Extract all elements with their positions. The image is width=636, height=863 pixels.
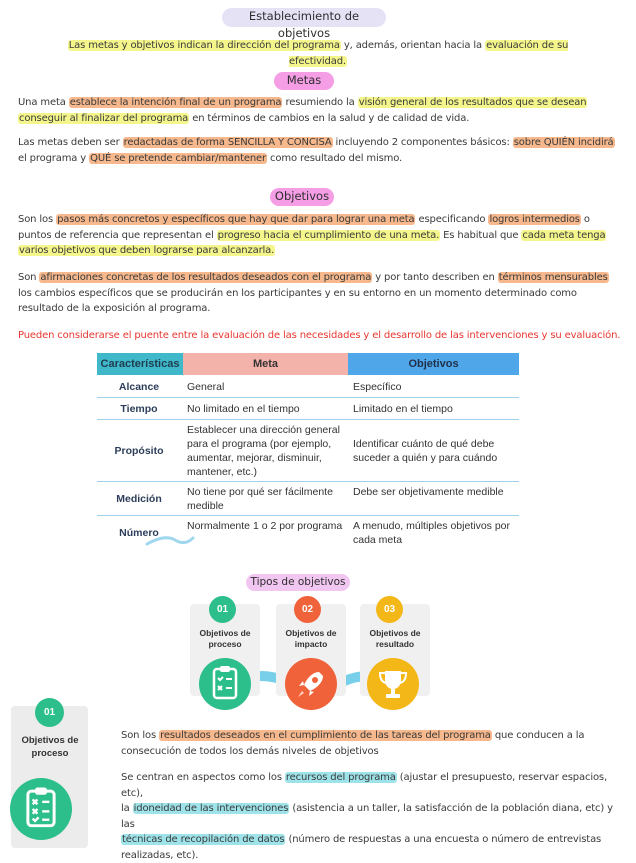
intro-highlight-1: Las metas y objetivos indican la dirección del programa xyxy=(68,40,340,51)
text: en términos de cambios en la salud y de calidad de vida. xyxy=(189,112,470,124)
text: Las metas deben ser xyxy=(18,137,123,148)
highlight: idoneidad de las intervenciones xyxy=(133,803,289,814)
text: Una meta xyxy=(18,97,69,108)
objetivos-red-note xyxy=(18,328,628,344)
table-cell-objetivo: A menudo, múltiples objetivos por cada meta xyxy=(353,520,511,546)
table-divider xyxy=(97,419,519,420)
rocket-icon xyxy=(285,658,337,710)
highlight: cada meta tenga xyxy=(522,229,606,241)
tipos-heading-pill xyxy=(246,574,350,591)
proceso-paragraph-1 xyxy=(121,728,621,759)
text: Son los xyxy=(18,214,57,225)
text: los cambios específicos que se producirán en los participantes y en su entorno en un momento determinado como xyxy=(18,287,577,299)
clipboard-checklist-icon xyxy=(199,658,251,710)
highlight: establece la intención final de un programa xyxy=(69,97,282,108)
text: realizadas, etc). xyxy=(121,849,199,861)
text: como resultado del mismo. xyxy=(267,152,403,164)
table-cell-meta: General xyxy=(187,381,225,393)
table-row-label: Tiempo xyxy=(120,403,158,415)
tipo-title-resultado: Objetivos de resultado xyxy=(369,628,421,649)
table-cell-meta: No limitado en el tiempo xyxy=(187,403,300,415)
intro-text: y, además, orientan hacia la xyxy=(340,40,486,51)
table-row-label: Alcance xyxy=(118,381,160,393)
highlight: visión general de los resultados que se desean xyxy=(358,97,587,108)
highlight: sobre QUIÉN incidirá xyxy=(513,137,614,148)
table-cell-meta: No tiene por qué ser fácilmente medible xyxy=(187,486,333,512)
highlight: técnicas de recopilación de datos xyxy=(122,834,285,845)
highlight: recursos del programa xyxy=(285,772,396,783)
highlight: progreso hacia el cumplimiento de una meta. xyxy=(217,229,440,241)
highlight: afirmaciones concretas de los resultados deseados con el programa xyxy=(40,272,372,283)
table-cell-objetivo: Identificar cuánto de qué debe suceder a quién y para cuándo xyxy=(353,438,498,464)
text: Son los xyxy=(121,730,160,741)
text: resultado de la exposición al programa. xyxy=(18,303,211,314)
table-divider xyxy=(97,515,519,516)
metas-paragraph-2 xyxy=(18,135,618,166)
text: el programa y xyxy=(18,152,90,164)
table-cell-objetivo: Limitado en el tiempo xyxy=(353,403,453,415)
text: incluyendo 2 componentes básicos: xyxy=(332,137,513,148)
objetivos-paragraph-2 xyxy=(18,270,618,317)
red-note-text: Pueden considerarse el puente entre la evaluación de las necesidades y el desarrollo de las intervenciones y su evaluación. xyxy=(18,330,621,341)
metas-heading-pill xyxy=(274,72,334,90)
tipo-badge-02: 02 xyxy=(294,596,321,623)
table-divider xyxy=(97,481,519,482)
text: Es habitual que xyxy=(440,229,522,241)
highlight: varios objetivos que deben lograrse para alcanzarla. xyxy=(19,245,275,256)
trophy-icon xyxy=(367,658,419,710)
highlight: pasos más concretos y específicos que hay que dar para lograr una meta xyxy=(57,214,415,225)
text: (ajustar el presupuesto, reservar espacios, etc), xyxy=(121,772,608,799)
objetivos-paragraph-1 xyxy=(18,212,618,259)
tipos-heading: Tipos de objetivos xyxy=(250,576,346,588)
objetivos-heading-pill xyxy=(270,188,334,206)
highlight: logros intermedios xyxy=(489,214,580,225)
text: Se centran en aspectos como los xyxy=(121,772,285,783)
table-cell-objetivo: Específico xyxy=(353,381,402,393)
text: la xyxy=(121,803,133,814)
text: consecución de todos los demás niveles de objetivos xyxy=(121,745,379,757)
text: Son xyxy=(18,272,40,283)
table-cell-meta: Normalmente 1 o 2 por programa xyxy=(187,520,343,532)
table-row-label: Número xyxy=(119,527,159,539)
highlight: QUÉ se pretende cambiar/mantener xyxy=(90,152,267,164)
text: especificando xyxy=(415,214,489,225)
proceso-paragraph-2 xyxy=(121,770,626,863)
intro-paragraph xyxy=(38,38,598,69)
text: que conducen a la xyxy=(491,730,585,741)
table-cell-meta: Establecer una dirección general para el programa (por ejemplo, aumentar, mejorar, disminuir, mantener, etc.) xyxy=(187,424,340,478)
table-divider xyxy=(97,397,519,398)
table-header-objetivos: Objetivos xyxy=(348,353,519,375)
text: (asistencia a un taller, la satisfacción de la población diana, etc) y las xyxy=(121,803,613,830)
table-row-label: Medición xyxy=(116,493,162,505)
scribble-decoration xyxy=(145,532,195,548)
tipo-badge-03: 03 xyxy=(376,596,403,623)
text: o xyxy=(580,214,590,225)
objetivos-heading: Objetivos xyxy=(274,189,330,203)
highlight: términos mensurables xyxy=(498,272,608,283)
table-header-meta: Meta xyxy=(183,353,348,375)
text: resumiendo la xyxy=(282,97,358,108)
table-cell-objetivo: Debe ser objetivamente medible xyxy=(353,486,504,498)
highlight: resultados deseados en el cumplimiento de las tareas del programa xyxy=(160,730,491,741)
tipo-title-impacto: Objetivos de impacto xyxy=(285,628,337,649)
tipo-title-proceso: Objetivos de proceso xyxy=(199,628,251,649)
intro-highlight-2: evaluación de su efectividad. xyxy=(289,40,569,67)
tipo-badge-01: 01 xyxy=(209,596,236,623)
highlight: redactadas de forma SENCILLA Y CONCISA xyxy=(123,137,332,148)
text: puntos de referencia que representan el xyxy=(18,229,217,241)
page-title: Establecimiento de objetivos xyxy=(248,9,360,40)
highlight: conseguir al finalizar del programa xyxy=(19,112,189,124)
text: y por tanto describen en xyxy=(372,272,498,283)
proceso-badge-01: 01 xyxy=(35,698,64,727)
table-row-label: Propósito xyxy=(114,445,164,457)
proceso-title: Objetivos de proceso xyxy=(21,735,79,759)
metas-heading: Metas xyxy=(286,73,322,87)
page-title-pill xyxy=(222,8,386,40)
metas-paragraph-1 xyxy=(18,95,618,126)
text: (número de respuestas a una encuesta o número de entrevistas xyxy=(285,834,602,845)
clipboard-checklist-icon xyxy=(10,778,72,840)
comparison-table xyxy=(97,353,519,547)
table-header-caracteristicas: Características xyxy=(97,353,183,375)
